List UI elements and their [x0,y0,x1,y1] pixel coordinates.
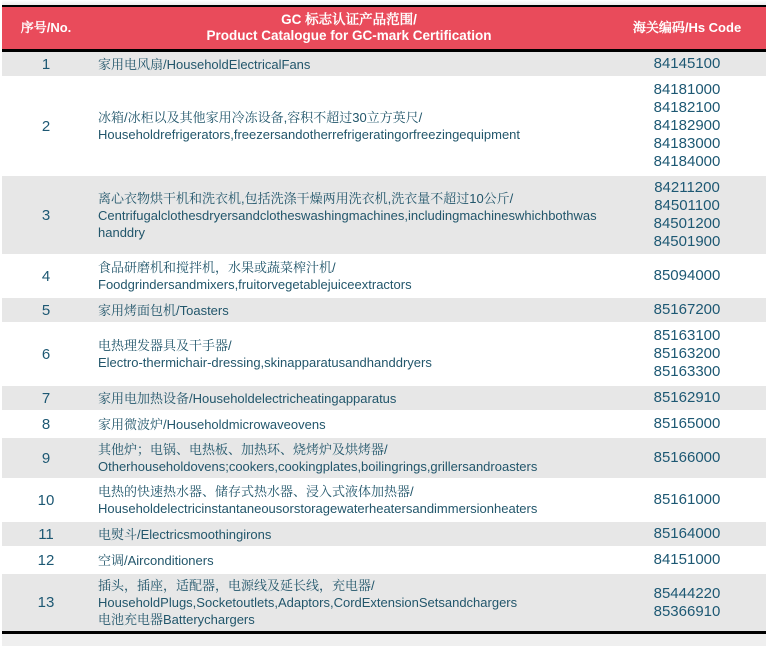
product-line: 电熨斗/Electricsmoothingirons [98,526,272,542]
hs-code: 84145100 [653,55,721,72]
header-title-line1: GC 标志认证产品范围/ [281,12,417,27]
hs-code: 84211200 [654,179,720,196]
bottom-strip [2,634,766,646]
product-line: Otherhouseholdovens;cookers,cookingplates,boilingrings,grillersandroasters [98,459,538,474]
header-cell-hs-code [608,16,766,40]
header-hs-code-label: 海关编码/Hs Code [632,20,742,35]
table [2,5,766,634]
table-body [2,52,766,631]
certification-table [2,0,766,646]
product-line: 家用烤面包机/Toasters [98,302,229,318]
hs-code-cell [608,78,766,174]
product-cell [90,574,608,631]
table-row [2,574,766,631]
hs-code: 85167200 [653,301,721,318]
hs-code-cell [608,522,766,546]
row-number: 2 [41,117,51,135]
hs-code: 85366910 [653,602,721,620]
product-line: 冰箱/冰柜以及其他家用冷冻设备,容积不超过30立方英尺/ [98,110,423,125]
product-line: Householdrefrigerators,freezersandotherrefrigeratingorfreezingequipment [98,127,521,142]
hs-code: 85163300 [653,363,721,380]
table-row [2,256,766,298]
table-row [2,548,766,574]
hs-code-cell [608,480,766,520]
header-no-label: 序号/No. [20,20,72,35]
product-line: 家用电风扇/HouseholdElectricalFans [98,56,311,72]
product-line: 食品研磨机和搅拌机，水果或蔬菜榨汁机/ [98,260,336,275]
row-number: 11 [38,525,54,543]
table-row [2,438,766,480]
product-cell [90,256,608,296]
row-number: 1 [41,55,51,73]
table-row [2,298,766,324]
row-number: 4 [41,267,51,285]
hs-code: 85161000 [653,491,721,508]
product-cell [90,324,608,384]
hs-code: 84501200 [653,215,721,232]
product-line: Householdelectricinstantaneousorstoragewaterheatersandimmersionheaters [98,501,538,516]
row-number: 5 [41,301,51,319]
product-line: Electro-thermichair-dressing,skinapparatusandhanddryers [98,355,432,370]
row-number: 9 [41,449,51,467]
row-number: 3 [41,206,51,224]
product-line: 插头，插座，适配器，电源线及延长线，充电器/ [98,578,375,593]
product-cell [90,438,608,478]
hs-code: 85163200 [653,345,721,362]
header-cell-no [2,16,90,40]
product-cell [90,78,608,174]
table-row [2,386,766,412]
product-line: Centrifugalclothesdryersandclotheswashingmachines,includingmachineswhichbothwashanddry [98,207,597,240]
hs-code: 85166000 [653,449,721,466]
hs-code-cell [608,52,766,76]
product-line: 电热理发器具及干手器/ [98,338,232,353]
row-number: 6 [41,345,51,363]
row-number: 13 [37,594,55,611]
hs-code: 84181000 [653,81,721,98]
product-cell [90,298,608,322]
product-line: 家用电加热设备/Householdelectricheatingapparatus [98,390,397,406]
product-cell [90,522,608,546]
hs-code-cell [608,548,766,572]
hs-code-cell [608,412,766,436]
product-cell [90,548,608,572]
hs-code: 84151000 [653,551,721,568]
hs-code-cell [608,386,766,410]
hs-code-cell [608,176,766,254]
product-line: Foodgrindersandmixers,fruitorvegetablejuiceextractors [98,277,412,292]
product-line: 空调/Airconditioners [98,552,214,568]
hs-code-cell [608,256,766,296]
product-cell [90,412,608,436]
hs-code-cell [608,574,766,631]
product-line: 家用微波炉/Householdmicrowaveovens [98,416,326,432]
hs-code: 84501900 [653,233,721,250]
product-cell [90,386,608,410]
hs-code: 85163100 [653,327,721,344]
table-row [2,176,766,256]
table-row [2,324,766,386]
product-line: 离心衣物烘干机和洗衣机,包括洗涤干燥两用洗衣机,洗衣量不超过10公斤/ [98,190,514,206]
hs-code: 84182900 [653,117,721,134]
table-header-row [2,7,766,52]
table-row [2,52,766,78]
product-line: HouseholdPlugs,Socketoutlets,Adaptors,CordExtensionSetsandchargers [98,595,518,610]
row-number: 10 [37,491,55,509]
hs-code-cell [608,438,766,478]
row-number: 12 [37,551,55,569]
hs-code: 85165000 [653,415,721,432]
table-row [2,522,766,548]
header-cell-title [90,8,608,48]
hs-code: 85164000 [653,525,721,542]
product-cell [90,52,608,76]
table-row [2,480,766,522]
table-row [2,78,766,176]
hs-code: 85094000 [653,267,721,284]
hs-code: 84182100 [653,99,721,116]
hs-code: 84184000 [653,153,721,170]
table-row [2,412,766,438]
header-title-line2: Product Catalogue for GC-mark Certification [206,28,492,43]
product-line: 其他炉；电锅、电热板、加热环、烧烤炉及烘烤器/ [98,442,388,457]
product-cell [90,176,608,254]
row-number: 8 [41,415,51,433]
product-line: 电热的快速热水器、储存式热水器、浸入式液体加热器/ [98,484,414,499]
hs-code-cell [608,298,766,322]
hs-code: 85444220 [653,584,721,602]
row-number: 7 [41,389,51,407]
hs-code: 84183000 [653,135,721,152]
hs-code: 84501100 [654,197,720,214]
product-cell [90,480,608,520]
product-line: 电池充电器Batterychargers [98,612,255,627]
hs-code: 85162910 [653,389,721,406]
hs-code-cell [608,324,766,384]
